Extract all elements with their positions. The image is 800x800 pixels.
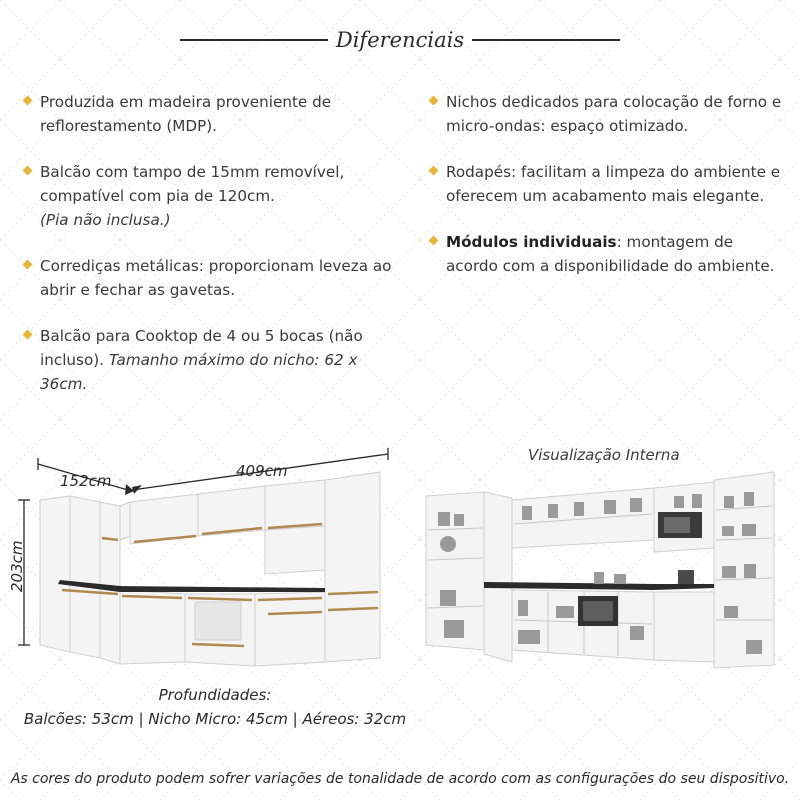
height-label: 203cm [8, 540, 26, 592]
feature-item: Balcão com tampo de 15mm removível, compatível com pia de 120cm. (Pia não inclusa.) [22, 160, 392, 232]
diamond-bullet-icon [23, 166, 33, 176]
width-side-label: 152cm [60, 472, 112, 490]
section-header [180, 24, 620, 56]
section-title: Diferenciais [335, 28, 465, 52]
width-main-label: 409cm [236, 462, 288, 480]
feature-item: Nichos dedicados para colocação de forno e micro-ondas: espaço otimizado. [428, 90, 788, 138]
feature-item: Módulos individuais: montagem de acordo com a disponibilidade do ambiente. [428, 230, 788, 278]
dimension-height [8, 500, 30, 645]
feature-item: Balcão para Cooktop de 4 ou 5 bocas (não incluso). Tamanho máximo do nicho: 62 x 36cm. [22, 324, 392, 396]
title-line-left [180, 39, 328, 40]
color-disclaimer: As cores do produto podem sofrer variações de tonalidade de acordo com as configurações do seu dispositivo. [10, 771, 790, 787]
feature-note: (Pia não inclusa.) [40, 211, 171, 229]
diamond-bullet-icon [23, 96, 33, 106]
depths-title: Profundidades: [158, 686, 272, 704]
feature-bold: Módulos individuais [446, 233, 617, 251]
kitchen-interior-illustration [418, 440, 794, 675]
diamond-bullet-icon [429, 96, 439, 106]
feature-item: Produzida em madeira proveniente de reflorestamento (MDP). [22, 90, 392, 138]
feature-item: Rodapés: facilitam a limpeza do ambiente e oferecem um acabamento mais elegante. [428, 160, 788, 208]
features-right-column [428, 90, 788, 300]
features-left-column [22, 90, 392, 418]
diamond-bullet-icon [429, 236, 439, 246]
feature-note: Tamanho máximo do nicho: 62 x 36cm. [40, 351, 358, 393]
depths-values: Balcões: 53cm | Nicho Micro: 45cm | Aéreos: 32cm [23, 710, 407, 728]
diamond-bullet-icon [23, 260, 33, 270]
interior-caption: Visualização Interna [528, 446, 680, 464]
dimension-width-side [38, 458, 134, 495]
kitchen-exterior-illustration [10, 440, 405, 675]
diamond-bullet-icon [429, 166, 439, 176]
title-line-right [472, 39, 620, 40]
diamond-bullet-icon [23, 330, 33, 340]
feature-item: Corrediças metálicas: proporcionam leveza ao abrir e fechar as gavetas. [22, 254, 392, 302]
